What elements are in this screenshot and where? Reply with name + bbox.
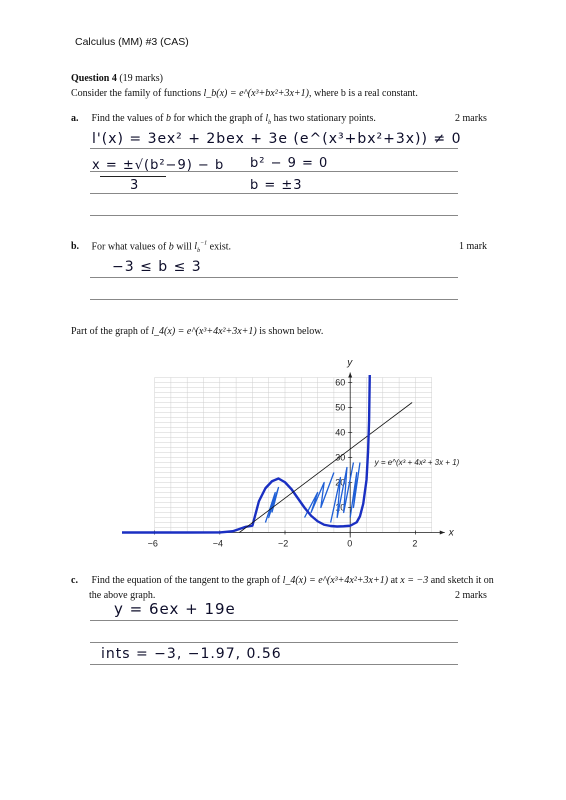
fraction-bar [100,176,166,177]
func-lb: $l_b$ [265,113,272,126]
part-b-marks: 1 mark [459,241,488,252]
part-a-text: Find the values of [91,113,164,124]
y-tick-label: 50 [335,402,346,413]
part-c-label: c. [71,575,78,586]
x-axis-label: x [448,527,454,539]
intro-function: l_b(x) = e^(x³+bx²+3x+1) [203,88,309,99]
part-a-label: a. [71,113,79,124]
y-tick-label: 10 [335,502,346,513]
graph-intro-text: Part of the graph of [71,326,149,337]
part-c-function: l_4(x) = e^(x³+4x²+3x+1) [282,575,389,586]
part-b-label: b. [71,241,80,253]
part-a-text-2: for which the graph of [173,113,263,124]
handwriting-a-line5: b = ±3 [250,178,303,193]
part-b-text-2: will [176,241,192,253]
answer-line [90,277,458,278]
handwriting-b: −3 ≤ b ≤ 3 [112,259,202,275]
part-c-x-value: x = −3 [400,575,429,586]
y-tick-label: 40 [335,427,346,438]
part-b-prompt [71,241,231,254]
y-axis-label: y [347,357,353,369]
graph-series [122,375,412,533]
y-tick-label: 60 [335,377,346,388]
page-header: Calculus (MM) #3 (CAS) [75,36,189,48]
part-a-text-3: has two stationary points. [273,113,376,124]
graph-grid [155,378,432,533]
answer-line [90,664,458,665]
var-b: b [165,113,171,124]
x-tick-label: −4 [212,538,224,549]
curve-series-top [368,375,370,450]
function-graph [110,350,460,550]
graph-intro [71,326,323,337]
part-a-marks: 2 marks [455,113,487,124]
handwriting-a-line4: b² − 9 = 0 [250,156,329,171]
answer-line [90,193,458,194]
handwriting-a-line1: l'(x) = 3ex² + 2bex + 3e (e^(x³+bx²+3x)) ≠ 0 [92,131,462,147]
answer-line [90,299,458,300]
handwriting-a-line3: 3 [130,178,140,193]
curve-equation-label: y = e^(x³ + 4x² + 3x + 1) [374,458,460,467]
part-c-text-2: at [390,575,398,586]
part-c-marks: 2 marks [455,590,487,601]
question-marks: (19 marks) [119,73,163,84]
question-number: Question 4 [71,73,117,84]
y-tick-label: 20 [335,477,346,488]
y-tick-label: 30 [335,452,346,463]
answer-line [90,148,458,149]
y-axis-arrow [348,373,352,378]
var-b: b [168,241,174,253]
graph-intro-function: l_4(x) = e^(x³+4x²+3x+1) [151,326,257,337]
intro-text: Consider the family of functions [71,88,201,99]
handwriting-c-line1: y = 6ex + 19e [114,600,236,618]
answer-line [90,620,458,621]
part-c-prompt [71,575,494,586]
graph-intro-text-2: is shown below. [259,326,324,337]
part-b-text-3: exist. [209,241,232,253]
shading-stroke [305,473,334,518]
part-a-prompt [71,113,376,126]
x-tick-label: 2 [412,538,418,549]
question-title [71,73,163,84]
answer-line [90,642,458,643]
part-c-text: Find the equation of the tangent to the graph of [91,575,281,586]
part-c-text-4: the above graph. [89,590,156,601]
part-b-text: For what values of [91,241,167,253]
x-tick-label: −6 [147,538,158,549]
answer-line [90,215,458,216]
question-intro [71,88,418,99]
x-tick-label: 0 [347,538,353,549]
x-tick-label: −2 [278,538,289,549]
handwriting-c-line2: ints = −3, −1.97, 0.56 [101,646,282,662]
func-lb-inverse: $l_b^{-1}$ [194,241,208,255]
part-c-text-3: and sketch it on [430,575,494,586]
x-axis-arrow [440,531,445,535]
handwriting-a-line2: x = ±√(b²−9) − b [92,158,225,173]
intro-text-end: , where b is a real constant. [308,88,418,99]
